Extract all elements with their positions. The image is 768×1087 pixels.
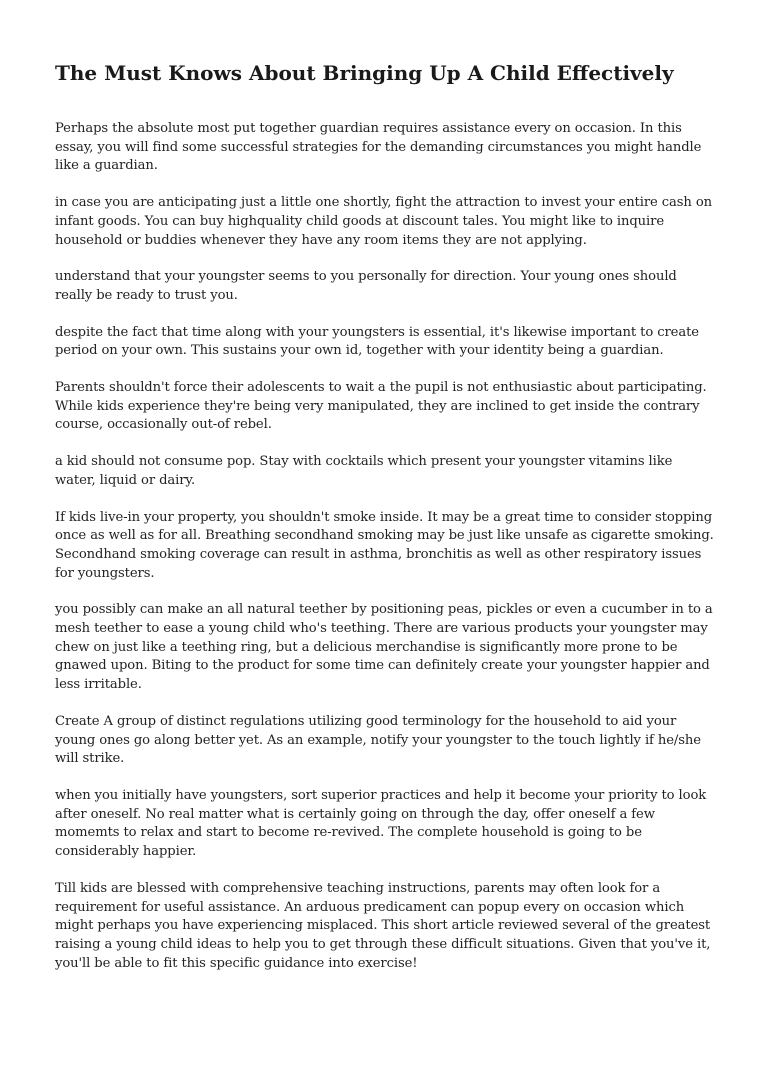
- paragraph: understand that your youngster seems to you personally for direction. Your young ones should really be ready to trust you.: [55, 269, 677, 303]
- paragraph: in case you are anticipating just a little one shortly, fight the attraction to invest your entire cash on infant goods. You can buy highquality child goods at discount tales. You might like to inquire household or buddies whenever they have any room items they are not applying.: [55, 195, 713, 248]
- paragraph: If kids live-in your property, you shouldn't smoke inside. It may be a great time to consider stopping once as well as for all. Breathing secondhand smoking may be just like unsafe as cigarette smoking. Secondhand smoking coverage can result in asthma, bronchitis as well as other respiratory issues for youngsters.: [55, 509, 714, 581]
- paragraph: Parents shouldn't force their adolescents to wait a the pupil is not enthusiastic about participating. While kids experience they're being very manipulated, they are inclined to get inside the contrary course, occasionally out-of rebel.: [55, 380, 707, 433]
- paragraph: you possibly can make an all natural teether by positioning peas, pickles or even a cucumber in to a mesh teether to ease a young child who's teething. There are various products your youngster may chew on just like a teething ring, but a delicious merchandise is significantly more prone to be gnawed upon. Biting to the product for some time can definitely create your youngster happier and less irritable.: [55, 602, 713, 693]
- paragraph: Perhaps the absolute most put together guardian requires assistance every on occasion. In this essay, you will find some successful strategies for the demanding circumstances you might handle like a guardian.: [55, 121, 702, 174]
- paragraph: when you initially have youngsters, sort superior practices and help it become your priority to look after oneself. No real matter what is certainly going on through the day, offer oneself a few momemts to relax and start to become re-revived. The complete household is going to be considerably happier.: [55, 787, 707, 860]
- paragraph: Create A group of distinct regulations utilizing good terminology for the household to aid your young ones go along better yet. As an example, notify your youngster to the touch lightly if he/she will strike.: [55, 713, 701, 767]
- paragraph: despite the fact that time along with your youngsters is essential, it's likewise important to create period on your own. This sustains your own id, together with your identity being a guardian.: [55, 324, 699, 359]
- document-title: The Must Knows About Bringing Up A Child Effectively: [55, 61, 674, 85]
- document-page: [55, 58, 715, 991]
- paragraph: Till kids are blessed with comprehensive teaching instructions, parents may often look for a requirement for useful assistance. An arduous predicament can popup every on occasion which might perhaps you have experiencing misplaced. This short article reviewed several of the greatest raising a young child ideas to help you to get through these difficult situations. Given that you've it, you'll be able to fit this specific guidance into exercise!: [55, 880, 711, 971]
- paragraph: a kid should not consume pop. Stay with cocktails which present your youngster vitamins like water, liquid or dairy.: [55, 454, 673, 488]
